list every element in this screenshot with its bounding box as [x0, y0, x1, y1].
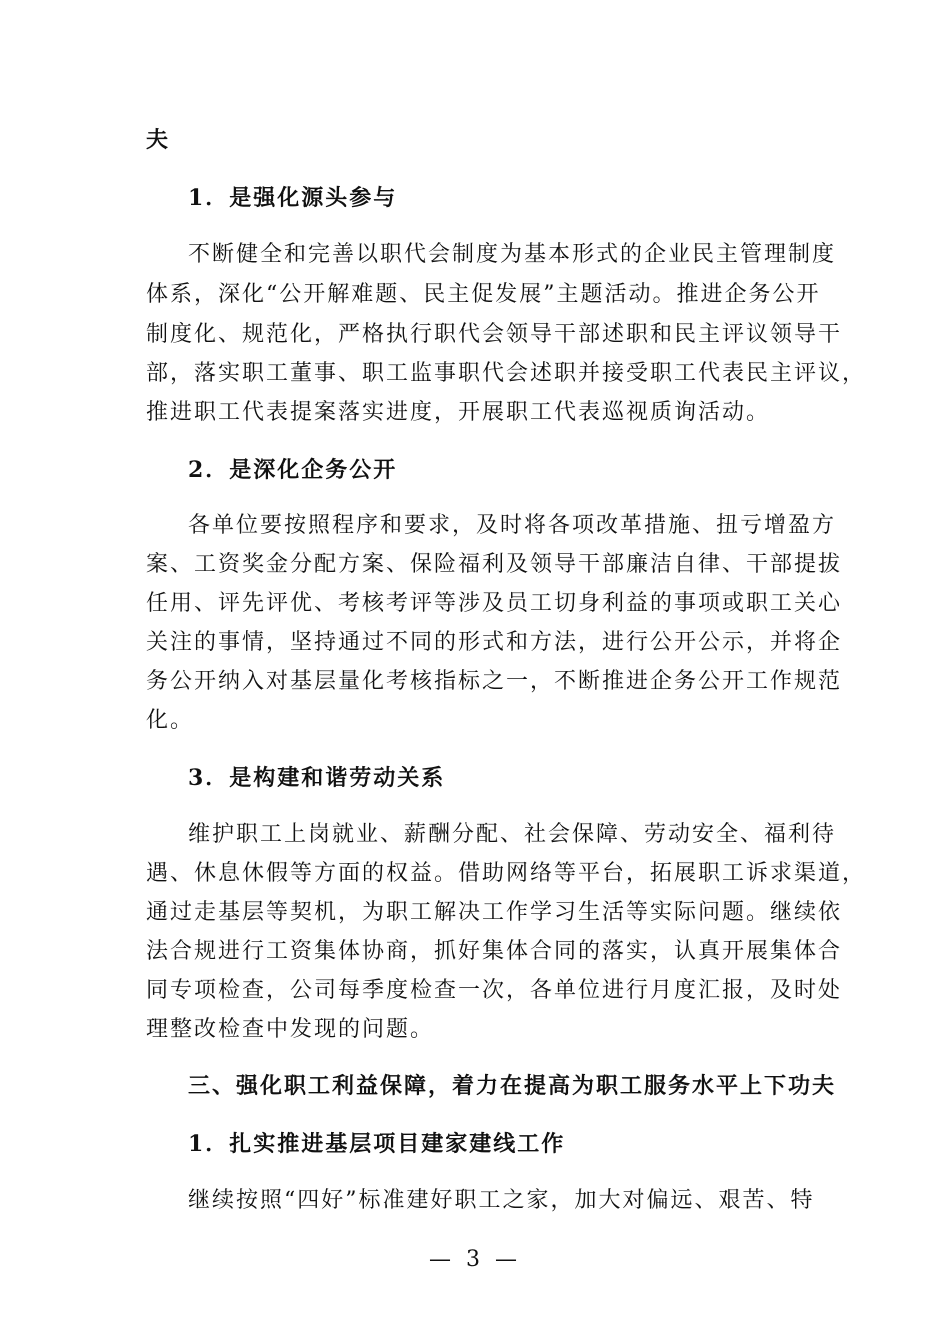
item-1-line-3: 制度化、规范化，严格执行职代会领导干部述职和民主评议领导干: [146, 322, 843, 347]
page-number: — 3 —: [429, 1247, 521, 1272]
section-three-item-line-1: 继续按照“四好”标准建好职工之家，加大对偏远、艰苦、特: [188, 1188, 815, 1213]
item-3-line-4: 法合规进行工资集体协商，抓好集体合同的落实，认真开展集体合: [146, 939, 843, 964]
continuation-heading: 夫: [146, 127, 171, 153]
item-2-line-3: 任用、评先评优、考核考评等涉及员工切身利益的事项或职工关心: [146, 591, 843, 616]
item-3-line-6: 理整改检查中发现的问题。: [146, 1017, 435, 1042]
item-1-line-5: 推进职工代表提案落实进度，开展职工代表巡视质询活动。: [146, 400, 771, 425]
item-2-line-2: 案、工资奖金分配方案、保险福利及领导干部廉洁自律、干部提拔: [146, 552, 843, 577]
item-2-line-4: 关注的事情，坚持通过不同的形式和方法，进行公开公示，并将企: [146, 630, 843, 655]
item-1-line-4: 部，落实职工董事、职工监事职代会述职并接受职工代表民主评议，: [146, 361, 867, 386]
item-1-line-2: 体系，深化“公开解难题、民主促发展”主题活动。推进企务公开: [146, 282, 821, 307]
section-three-heading: 三、强化职工利益保障，着力在提高为职工服务水平上下功夫: [188, 1073, 837, 1099]
item-3-line-1: 维护职工上岗就业、薪酬分配、社会保障、劳动安全、福利待: [188, 822, 837, 847]
item-1-heading: 1．是强化源头参与: [188, 185, 398, 211]
item-2-line-6: 化。: [146, 708, 195, 733]
section-three-item-heading: 1．扎实推进基层项目建家建线工作: [188, 1131, 566, 1157]
item-2-line-5: 务公开纳入对基层量化考核指标之一，不断推进企务公开工作规范: [146, 669, 843, 694]
item-3-line-5: 同专项检查，公司每季度检查一次，各单位进行月度汇报，及时处: [146, 978, 843, 1003]
item-2-heading: 2．是深化企务公开: [188, 457, 398, 483]
item-3-heading: 3．是构建和谐劳动关系: [188, 765, 446, 791]
item-1-line-1: 不断健全和完善以职代会制度为基本形式的企业民主管理制度: [188, 242, 837, 267]
item-3-line-3: 通过走基层等契机，为职工解决工作学习生活等实际问题。继续依: [146, 900, 843, 925]
item-3-line-2: 遇、休息休假等方面的权益。借助网络等平台，拓展职工诉求渠道，: [146, 861, 867, 886]
item-2-line-1: 各单位要按照程序和要求，及时将各项改革措施、扭亏增盈方: [188, 513, 837, 538]
